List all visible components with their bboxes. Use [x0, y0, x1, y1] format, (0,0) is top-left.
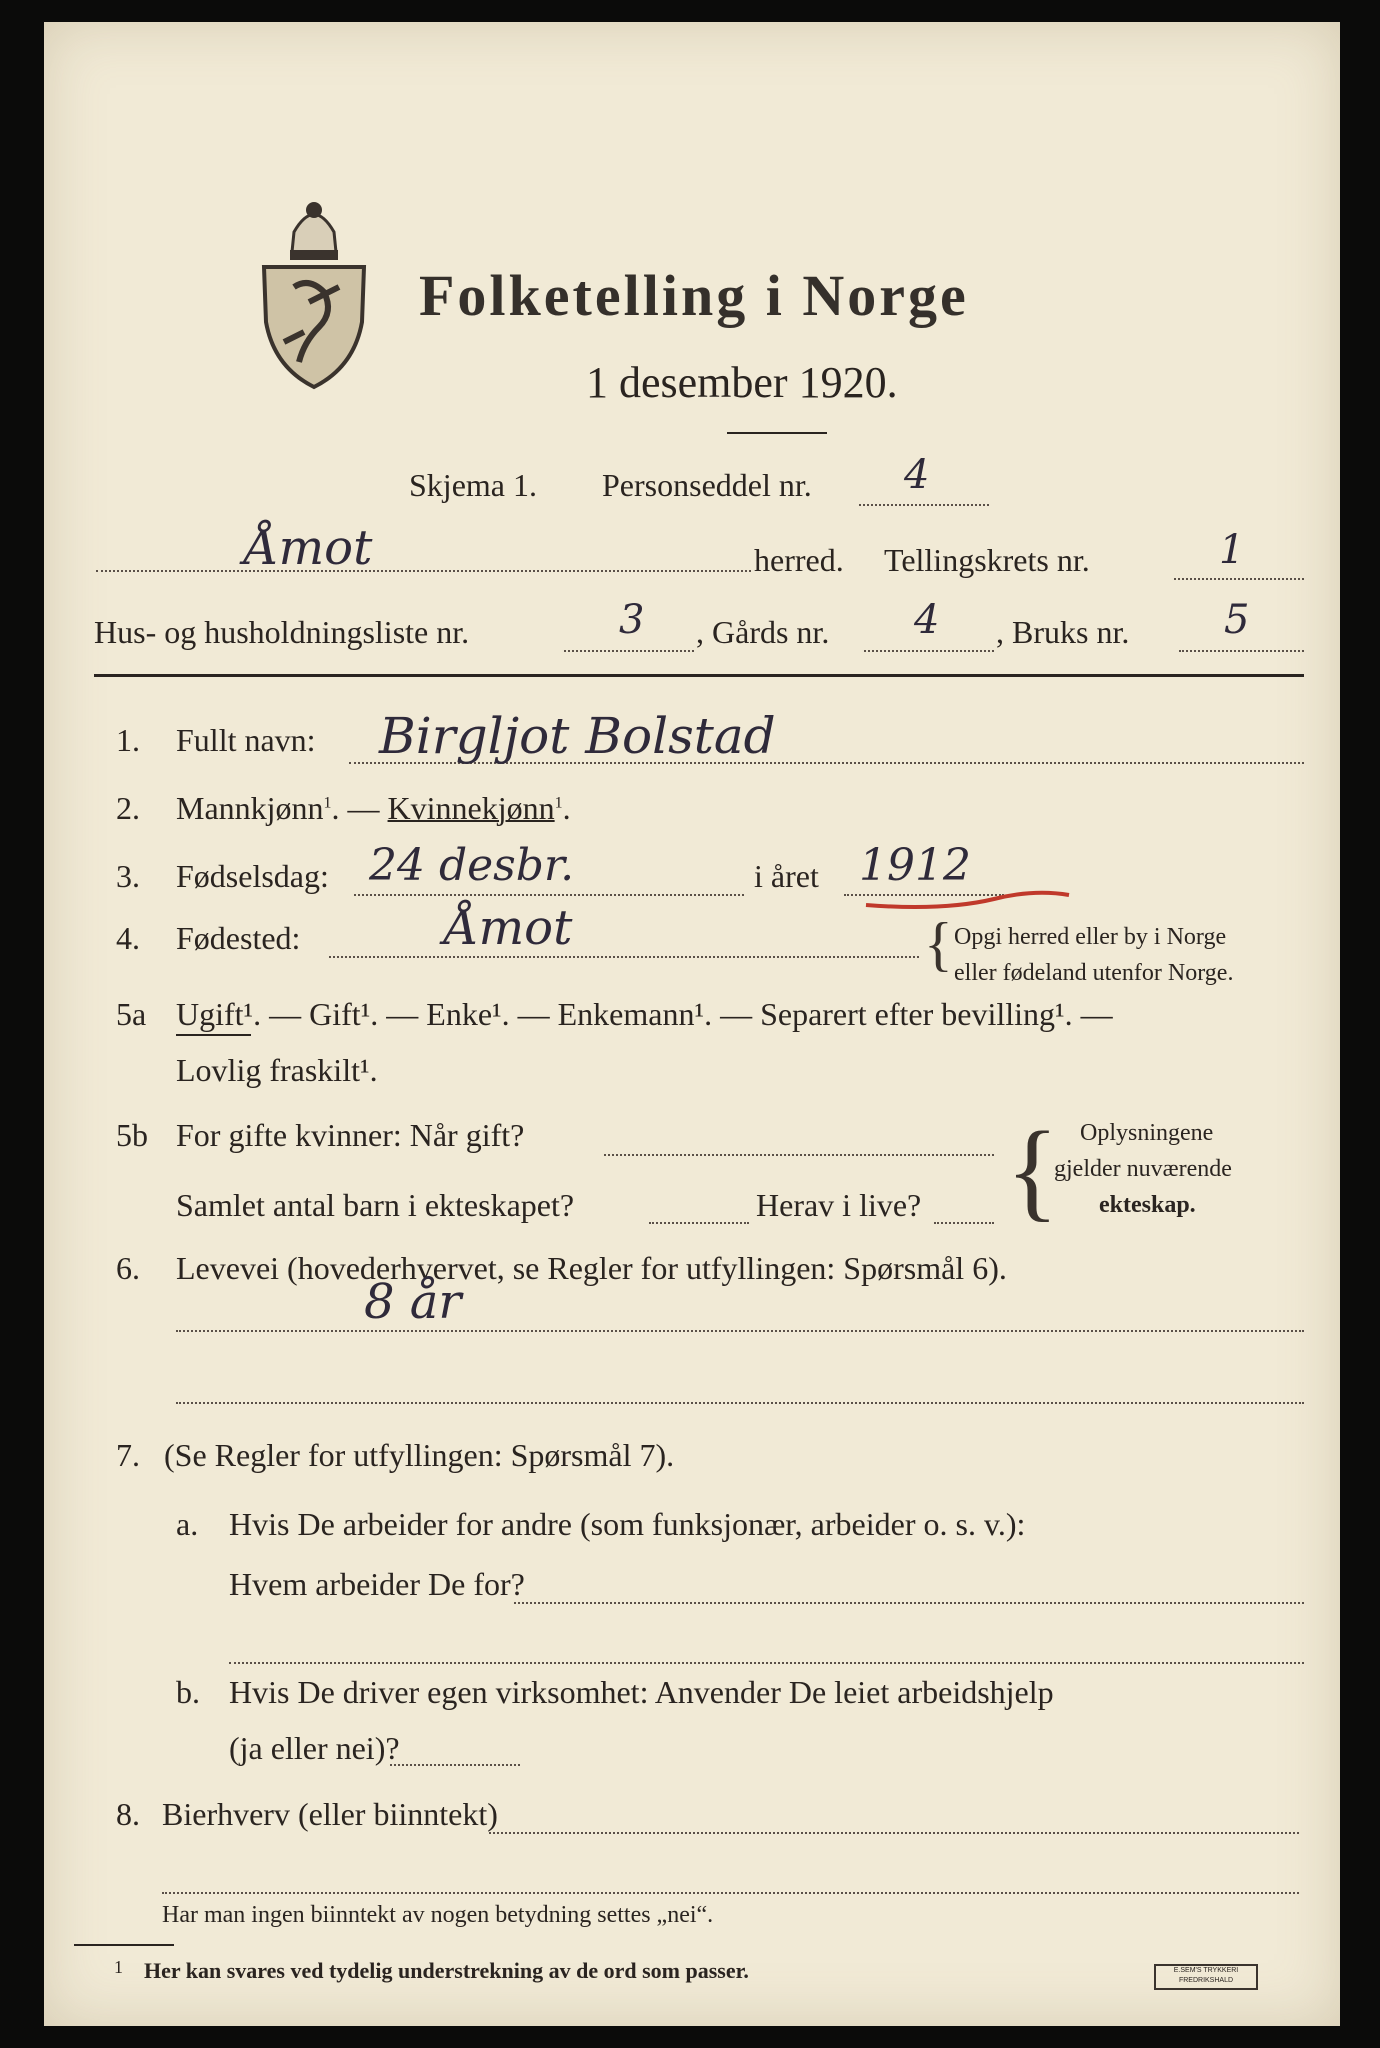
q2-options — [176, 790, 571, 827]
q3-birth-date: 24 desbr. — [369, 840, 575, 891]
q5a-options-cont: Lovlig fraskilt¹. — [176, 1052, 378, 1088]
q8-note: Har man ingen biinntekt av nogen betydning settes „nei“. — [162, 1902, 714, 1928]
footnote-text: Her kan svares ved tydelig understrekning av de ord som passer. — [144, 1958, 749, 1983]
footnote-divider — [74, 1944, 174, 1946]
personseddel-value: 4 — [904, 452, 930, 498]
q5b-children-line — [649, 1222, 749, 1224]
q3-birth-year-value: 1912 — [859, 840, 971, 891]
bruks-label: , Bruks nr. — [996, 614, 1130, 650]
q5b-brace: { — [1006, 1109, 1059, 1231]
q5b-children-label: Samlet antal barn i ekteskapet? — [176, 1187, 575, 1223]
coat-of-arms-emblem — [254, 192, 374, 392]
q7-label: (Se Regler for utfyllingen: Spørsmål 7). — [164, 1437, 675, 1473]
q2-number: 2. — [116, 790, 140, 826]
q2-female-option: Kvinnekjønn — [387, 790, 555, 826]
q2-sup-2: 1 — [554, 794, 563, 812]
q5b-note-3: ekteskap. — [1099, 1192, 1196, 1218]
q7a-answer-line — [514, 1602, 1304, 1604]
q6-line-2 — [176, 1402, 1304, 1404]
q4-brace: { — [924, 911, 953, 977]
section-divider — [94, 674, 1304, 677]
q7b-answer-line — [390, 1764, 520, 1766]
q5a-ugift-underline — [176, 1034, 251, 1036]
q4-note-2: eller fødeland utenfor Norge. — [954, 960, 1234, 986]
form-title: Folketelling i Norge — [419, 263, 969, 328]
q1-label: Fullt navn: — [176, 722, 316, 758]
herred-label: herred. — [754, 542, 844, 578]
q6-occupation: 8 år — [364, 1274, 462, 1330]
schema-label: Skjema 1. — [409, 467, 537, 503]
tellingskrets-value: 1 — [1219, 527, 1245, 573]
q5b-alive-line — [934, 1222, 994, 1224]
q4-birthplace: Åmot — [444, 900, 573, 956]
tellingskrets-label: Tellingskrets nr. — [884, 542, 1090, 578]
bruks-value: 5 — [1224, 597, 1250, 643]
q1-number: 1. — [116, 722, 140, 758]
q2-separator: . — — [331, 790, 388, 826]
q3-line — [354, 894, 744, 896]
printer-stamp — [1154, 1964, 1258, 1990]
q8-number: 8. — [116, 1796, 140, 1832]
q8-label: Bierhverv (eller biinntekt) — [162, 1796, 498, 1832]
q7a-marker: a. — [176, 1506, 199, 1542]
footnote-mark: 1 — [114, 1957, 123, 1977]
q5b-line1: For gifte kvinner: Når gift? — [176, 1117, 525, 1153]
q2-end: . — [562, 790, 571, 826]
q5a-number: 5a — [116, 996, 147, 1032]
gards-value: 4 — [914, 597, 940, 643]
q4-number: 4. — [116, 920, 140, 956]
census-form-page — [44, 22, 1340, 2026]
q4-note-1: Opgi herred eller by i Norge — [954, 924, 1227, 950]
q8-answer-line — [489, 1832, 1299, 1834]
q7a-line1: Hvis De arbeider for andre (som funksjonær, arbeider o. s. v.): — [229, 1506, 1026, 1542]
q6-label: Levevei (hovederhvervet, se Regler for utfyllingen: Spørsmål 6). — [176, 1250, 1007, 1286]
q5b-note-2: gjelder nuværende — [1054, 1156, 1232, 1182]
q5b-note-1: Oplysningene — [1080, 1120, 1214, 1146]
q5b-number: 5b — [116, 1117, 148, 1153]
herred-value: Åmot — [244, 520, 373, 576]
q4-line — [329, 956, 919, 958]
personseddel-label: Personseddel nr. — [602, 467, 812, 503]
q1-full-name: Birgljot Bolstad — [379, 707, 776, 765]
q6-number: 6. — [116, 1250, 140, 1286]
q8-answer-line-2 — [162, 1892, 1299, 1894]
form-date: 1 desember 1920. — [586, 358, 898, 407]
q7b-line2: (ja eller nei)? — [229, 1730, 400, 1766]
q7a-answer-line-2 — [229, 1662, 1304, 1664]
q4-label: Fødested: — [176, 920, 301, 956]
q3-number: 3. — [116, 858, 140, 894]
gards-line — [864, 650, 994, 652]
title-divider — [727, 432, 827, 434]
q7b-line1: Hvis De driver egen virksomhet: Anvender De leiet arbeidshjelp — [229, 1674, 1054, 1710]
hus-value: 3 — [619, 597, 645, 643]
bruks-line — [1179, 650, 1304, 652]
q5b-when-line — [604, 1154, 994, 1156]
q5b-alive-label: Herav i live? — [756, 1187, 922, 1223]
q7b-marker: b. — [176, 1674, 200, 1710]
herred-line — [96, 570, 751, 572]
q5a-options: Ugift¹. — Gift¹. — Enke¹. — Enkemann¹. — Separert efter bevilling¹. — — [176, 996, 1113, 1032]
q7a-line2: Hvem arbeider De for? — [229, 1566, 525, 1602]
q6-line-1 — [176, 1330, 1304, 1332]
hus-label: Hus- og husholdningsliste nr. — [94, 614, 470, 650]
q2-sup-1: 1 — [323, 794, 332, 812]
hus-line — [564, 650, 694, 652]
personseddel-line — [859, 504, 989, 506]
q7-number: 7. — [116, 1437, 140, 1473]
q2-male-option: Mannkjønn — [176, 790, 324, 826]
q3-label: Fødselsdag: — [176, 858, 329, 894]
printer-stamp-text: E.SEM'S TRYKKERI FREDRIKSHALD — [1173, 1967, 1239, 1984]
gards-label: , Gårds nr. — [696, 614, 830, 650]
red-pencil-mark — [864, 877, 1074, 917]
tellingskrets-line — [1174, 578, 1304, 580]
q3-year-label: i året — [754, 858, 819, 894]
